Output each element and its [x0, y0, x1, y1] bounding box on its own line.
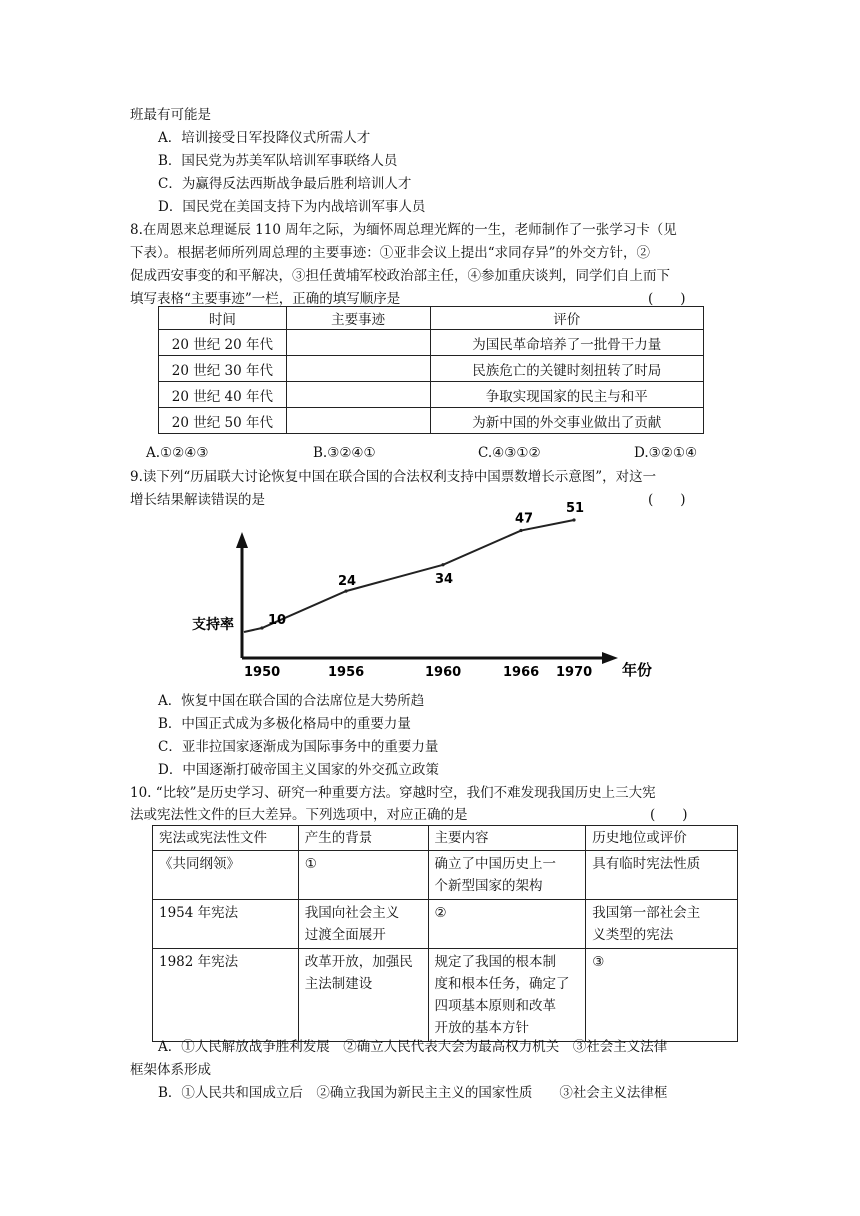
x-axis-arrow — [602, 652, 618, 664]
cell-evaluation: 民族危亡的关键时刻扭转了时局 — [430, 356, 704, 382]
cell-deed — [286, 356, 430, 382]
q8-stem-line-2: 下表）。根据老师所列周总理的主要事迹：①亚非会议上提出“求同存异”的外交方针，② — [130, 245, 651, 261]
x-axis-label: 年份 — [622, 661, 653, 679]
table-header-row — [153, 826, 738, 851]
cell-status: 具有临时宪法性质 — [586, 851, 738, 900]
header-main-deeds: 主要事迹 — [286, 307, 430, 330]
q8-study-card-table — [158, 306, 704, 434]
chart-axes — [236, 532, 618, 664]
header-time: 时间 — [159, 307, 287, 330]
cell-evaluation: 争取实现国家的民主与和平 — [430, 382, 704, 408]
q10-stem-line-2: 法或宪法性文件的巨大差异。下列选项中，对应正确的是 — [130, 807, 468, 823]
q8-stem-line-3: 促成西安事变的和平解决，③担任黄埔军校政治部主任，④参加重庆谈判，同学们自上而下 — [130, 268, 670, 284]
header-document: 宪法或宪法性文件 — [153, 826, 299, 851]
header-content: 主要内容 — [428, 826, 586, 851]
y-axis-arrow — [236, 532, 248, 548]
table-row — [153, 949, 738, 1042]
data-labels — [260, 501, 584, 630]
q8-stem-line-4: 填写表格“主要事迹”一栏，正确的填写顺序是 — [130, 291, 401, 307]
q10-option-b: B．①人民共和国成立后 ②确立我国为新民主主义的国家性质 ③社会主义法律框 — [158, 1085, 668, 1101]
cell-background: ① — [298, 851, 428, 900]
x-tick-label-1970: 1970 — [556, 665, 593, 680]
q7-option-c: C．为赢得反法西斯战争最后胜利培训人才 — [158, 176, 412, 192]
q7-option-a: A．培训接受日军投降仪式所需人才 — [158, 130, 371, 146]
q8-option-d: D.③②①④ — [634, 445, 698, 461]
cell-document: 1954 年宪法 — [153, 900, 299, 949]
q7-stem-tail: 班最有可能是 — [130, 107, 211, 123]
data-point-1950 — [260, 626, 263, 629]
cell-status: ③ — [586, 949, 738, 1042]
cell-document: 1982 年宪法 — [153, 949, 299, 1042]
q8-option-c: C.④③①② — [478, 445, 541, 461]
cell-time: 20 世纪 50 年代 — [159, 408, 287, 434]
data-label-10: 10 — [268, 613, 287, 628]
cell-content: ② — [428, 900, 586, 949]
q9-option-c: C．亚非拉国家逐渐成为国际事务中的重要力量 — [158, 739, 439, 755]
cell-deed — [286, 382, 430, 408]
cell-deed — [286, 408, 430, 434]
data-label-24: 24 — [338, 574, 357, 590]
q9-stem-line-2: 增长结果解读错误的是 — [130, 492, 265, 508]
table-row — [159, 408, 704, 434]
y-axis-label: 支持率 — [192, 617, 234, 633]
q7-option-b: B．国民党为苏美军队培训军事联络人员 — [158, 153, 398, 169]
q10-option-a-line-2: 框架体系形成 — [130, 1062, 211, 1078]
q8-answer-paren: ( ) — [648, 291, 686, 307]
cell-evaluation: 为新中国的外交事业做出了贡献 — [430, 408, 704, 434]
q8-option-b: B.③②④① — [313, 445, 376, 461]
q10-stem-line-1: 10. “比较”是历史学习、研究一种重要方法。穿越时空，我们不难发现我国历史上三大宪 — [130, 785, 656, 801]
data-label-51: 51 — [566, 501, 585, 516]
header-background: 产生的背景 — [298, 826, 428, 851]
data-point-1970 — [572, 518, 575, 521]
header-evaluation: 评价 — [430, 307, 704, 330]
table-header-row — [159, 307, 704, 330]
data-label-34: 34 — [435, 571, 454, 587]
data-point-1966 — [519, 529, 522, 532]
q9-option-b: B．中国正式成为多极化格局中的重要力量 — [158, 716, 411, 732]
data-label-47: 47 — [515, 511, 534, 527]
x-tick-label-1960: 1960 — [425, 665, 462, 680]
table-row — [153, 900, 738, 949]
q7-option-d: D．国民党在美国支持下为内战培训军事人员 — [158, 199, 426, 215]
cell-background: 改革开放，加强民 主法制建设 — [298, 949, 428, 1042]
cell-evaluation: 为国民革命培养了一批骨干力量 — [430, 330, 704, 356]
table-row — [159, 382, 704, 408]
cell-time: 20 世纪 30 年代 — [159, 356, 287, 382]
header-status: 历史地位或评价 — [586, 826, 738, 851]
table-row — [159, 330, 704, 356]
cell-background: 我国向社会主义 过渡全面展开 — [298, 900, 428, 949]
data-point-1956 — [344, 590, 347, 593]
q9-answer-paren: ( ) — [648, 492, 686, 508]
q8-option-a: A.①②④③ — [146, 445, 209, 461]
table-row — [159, 356, 704, 382]
x-tick-label-1956: 1956 — [328, 665, 365, 680]
q10-option-a-line-1: A．①人民解放战争胜利发展 ②确立人民代表大会为最高权力机关 ③社会主义法律 — [158, 1039, 668, 1055]
support-votes-chart — [0, 501, 860, 710]
cell-content: 确立了中国历史上一 个新型国家的架构 — [428, 851, 586, 900]
q10-answer-paren: ( ) — [650, 807, 688, 823]
x-tick-label-1950: 1950 — [244, 665, 281, 680]
q9-option-a: A．恢复中国在联合国的合法席位是大势所趋 — [158, 693, 425, 709]
data-point-1960 — [441, 563, 444, 566]
cell-content: 规定了我国的根本制 度和根本任务，确定了 四项基本原则和改革 开放的基本方针 — [428, 949, 586, 1042]
q8-stem-line-1: 8.在周恩来总理诞辰 110 周年之际，为缅怀周总理光辉的一生，老师制作了一张学习卡（见 — [130, 222, 677, 238]
cell-document: 《共同纲领》 — [153, 851, 299, 900]
q9-stem-line-1: 9.读下列“历届联大讨论恢复中国在联合国的合法权利支持中国票数增长示意图”，对这一 — [130, 469, 657, 485]
x-tick-labels — [244, 665, 592, 680]
q10-constitution-table — [152, 825, 738, 1042]
series-line — [244, 520, 574, 632]
cell-status: 我国第一部社会主 义类型的宪法 — [586, 900, 738, 949]
table-row — [153, 851, 738, 900]
cell-time: 20 世纪 40 年代 — [159, 382, 287, 408]
cell-deed — [286, 330, 430, 356]
q9-option-d: D．中国逐渐打破帝国主义国家的外交孤立政策 — [158, 762, 439, 778]
cell-time: 20 世纪 20 年代 — [159, 330, 287, 356]
x-tick-label-1966: 1966 — [503, 665, 540, 680]
